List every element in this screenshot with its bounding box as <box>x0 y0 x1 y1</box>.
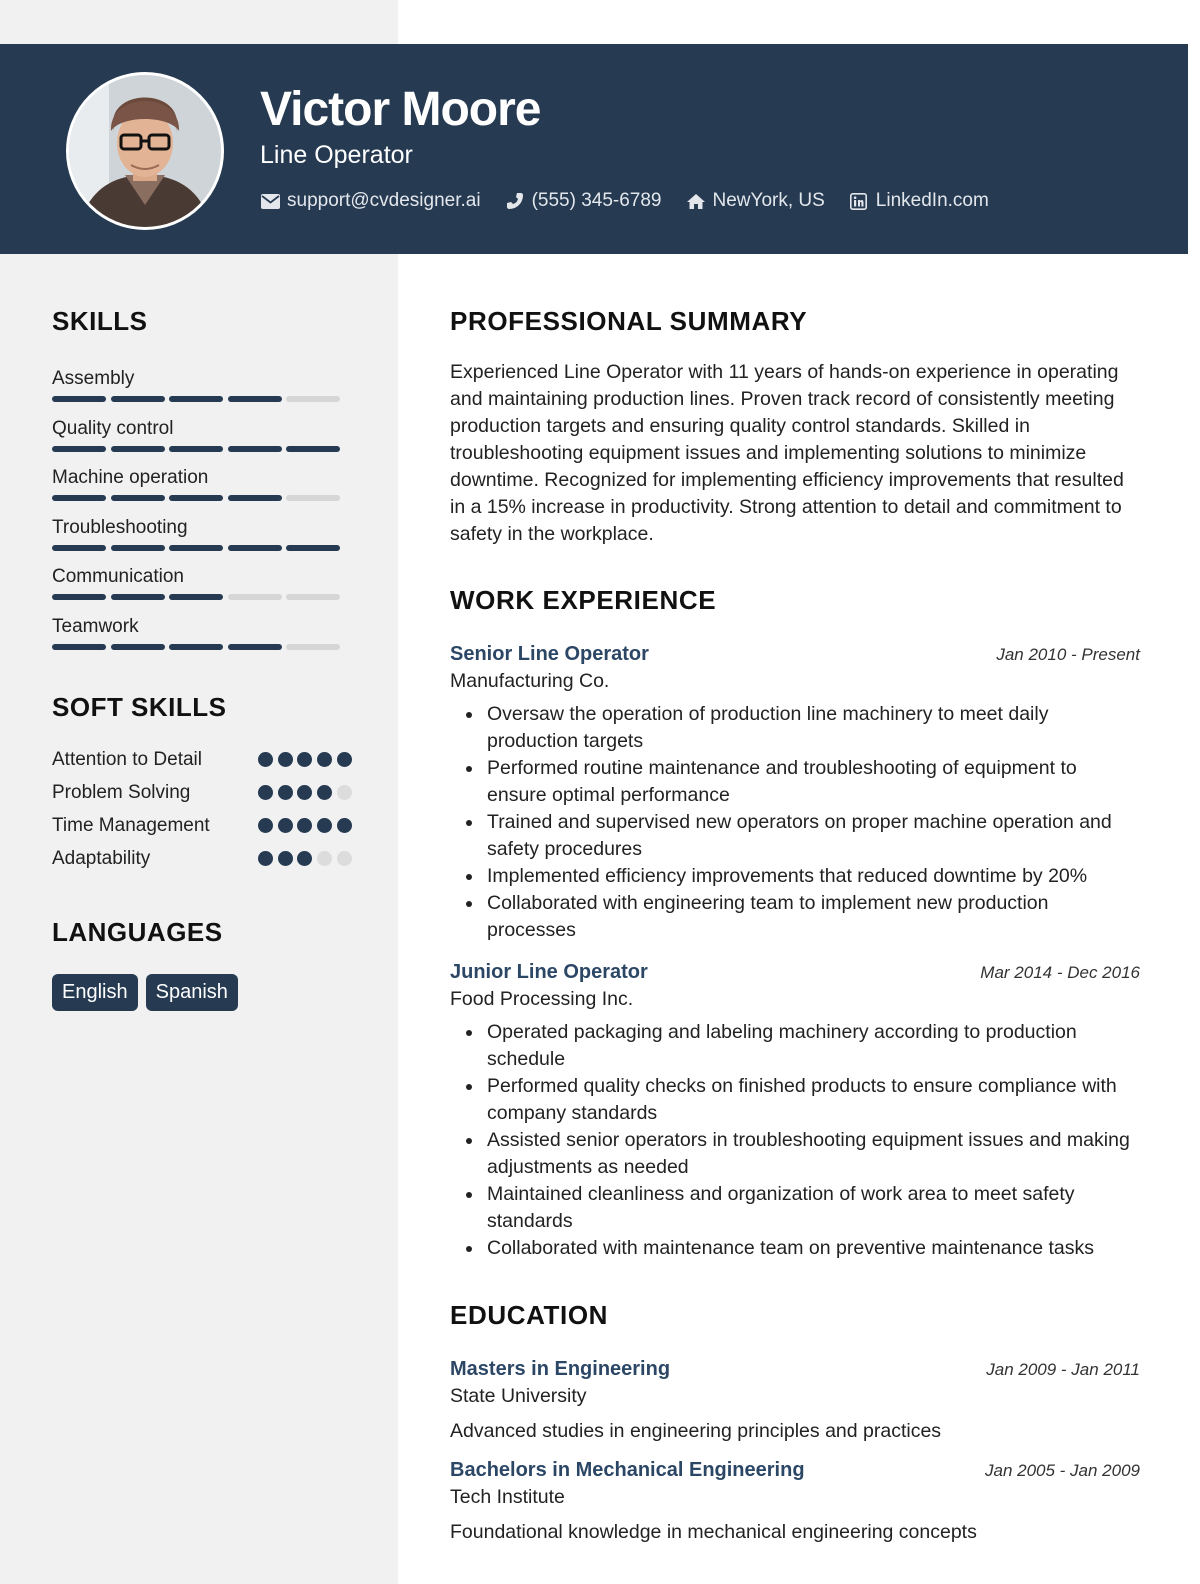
phone-icon <box>505 192 525 210</box>
education-header <box>450 1358 1140 1381</box>
rating-dot <box>278 818 293 833</box>
soft-skill-name: Problem Solving <box>52 782 191 803</box>
skill-level-segment <box>52 644 106 650</box>
contact-linkedin[interactable] <box>849 190 989 212</box>
skill-level-segment <box>52 396 106 402</box>
skill-item <box>52 412 352 462</box>
soft-skills-list <box>52 746 352 872</box>
skill-level-segment <box>52 545 106 551</box>
job-bullet: Implemented efficiency improvements that reduced downtime by 20% <box>487 863 1140 890</box>
job-dates: Mar 2014 - Dec 2016 <box>980 963 1140 982</box>
soft-skill-item <box>52 845 352 872</box>
rating-dot <box>317 851 332 866</box>
soft-skill-rating <box>253 812 352 833</box>
education-header <box>450 1459 1140 1482</box>
skill-level-segment <box>169 594 223 600</box>
skill-level-segment <box>169 495 223 501</box>
home-icon <box>686 192 706 210</box>
education-dates: Jan 2009 - Jan 2011 <box>986 1360 1140 1379</box>
job-bullet: Trained and supervised new operators on proper machine operation and safety procedures <box>487 809 1140 863</box>
languages-heading: LANGUAGES <box>52 917 223 947</box>
skill-item <box>52 610 352 660</box>
job-header <box>450 643 1140 666</box>
contact-linkedin-text: LinkedIn.com <box>875 190 989 211</box>
soft-skill-item <box>52 746 352 773</box>
skill-name: Troubleshooting <box>52 516 188 538</box>
skill-level-segment <box>52 594 106 600</box>
skill-level-segment <box>228 396 282 402</box>
soft-skills-heading: SOFT SKILLS <box>52 692 227 722</box>
skill-name: Machine operation <box>52 467 209 488</box>
rating-dot <box>258 752 273 767</box>
skill-level-segment <box>111 644 165 650</box>
skill-level-segment <box>228 495 282 501</box>
rating-dot <box>278 752 293 767</box>
job-bullet: Performed routine maintenance and troubleshooting of equipment to ensure optimal performance <box>487 755 1140 809</box>
rating-dot <box>258 851 273 866</box>
soft-skill-rating <box>253 779 352 800</box>
school-name: State University <box>450 1385 587 1407</box>
rating-dot <box>297 752 312 767</box>
rating-dot <box>297 851 312 866</box>
job-bullets <box>450 1019 1140 1262</box>
rating-dot <box>317 818 332 833</box>
experience-heading: WORK EXPERIENCE <box>450 585 717 615</box>
soft-skill-name: Adaptability <box>52 848 151 869</box>
skill-level-segment <box>52 446 106 452</box>
job-dates: Jan 2010 - Present <box>996 645 1140 664</box>
skill-level-segment <box>286 495 340 501</box>
contact-location-text: NewYork, US <box>712 190 825 211</box>
experience-list <box>450 643 1140 1262</box>
skill-level-segment <box>228 594 282 600</box>
rating-dot <box>258 785 273 800</box>
skill-level-segment <box>169 396 223 402</box>
skill-item <box>52 461 352 511</box>
contact-email-text: support@cvdesigner.ai <box>287 190 481 211</box>
skill-level-segment <box>286 594 340 600</box>
soft-skill-rating <box>253 845 352 866</box>
skill-level-segment <box>169 545 223 551</box>
skill-item <box>52 362 352 412</box>
education-dates: Jan 2005 - Jan 2009 <box>984 1461 1140 1480</box>
job-bullets <box>450 701 1140 944</box>
envelope-icon <box>260 192 280 210</box>
skill-level-segment <box>286 446 340 452</box>
contact-phone[interactable] <box>505 190 662 212</box>
rating-dot <box>317 785 332 800</box>
sidebar <box>52 306 352 1011</box>
skills-heading: SKILLS <box>52 306 148 336</box>
job-title: Senior Line Operator <box>450 643 649 665</box>
language-badge: Spanish <box>146 974 238 1011</box>
job-bullet: Collaborated with maintenance team on preventive maintenance tasks <box>487 1235 1140 1262</box>
job-bullet: Assisted senior operators in troubleshooting equipment issues and making adjustments as needed <box>487 1127 1140 1181</box>
rating-dot <box>337 752 352 767</box>
job-entry <box>450 961 1140 1262</box>
job-bullet: Performed quality checks on finished products to ensure compliance with company standards <box>487 1073 1140 1127</box>
job-bullet: Operated packaging and labeling machinery according to production schedule <box>487 1019 1140 1073</box>
soft-skill-item <box>52 779 352 806</box>
rating-dot <box>337 785 352 800</box>
rating-dot <box>337 851 352 866</box>
linkedin-icon <box>849 192 869 210</box>
skill-level-bar <box>52 446 352 452</box>
skill-level-segment <box>286 545 340 551</box>
candidate-name: Victor Moore <box>260 83 541 136</box>
skill-name: Teamwork <box>52 615 139 637</box>
rating-dot <box>337 818 352 833</box>
education-description: Advanced studies in engineering principles and practices <box>450 1420 942 1442</box>
school-name: Tech Institute <box>450 1486 565 1508</box>
skill-item <box>52 511 352 561</box>
header-banner <box>0 44 1188 254</box>
rating-dot <box>297 818 312 833</box>
skill-level-bar <box>52 644 352 650</box>
skills-list <box>52 362 352 659</box>
skill-level-segment <box>286 396 340 402</box>
job-header <box>450 961 1140 984</box>
skill-level-bar <box>52 545 352 551</box>
skill-level-segment <box>111 396 165 402</box>
job-bullet: Maintained cleanliness and organization of work area to meet safety standards <box>487 1181 1140 1235</box>
education-heading: EDUCATION <box>450 1300 609 1330</box>
skill-level-segment <box>169 446 223 452</box>
skill-level-bar <box>52 594 352 600</box>
skill-level-segment <box>228 446 282 452</box>
degree-title: Bachelors in Mechanical Engineering <box>450 1459 805 1481</box>
skill-name: Quality control <box>52 417 174 439</box>
language-badge: English <box>52 974 138 1011</box>
degree-title: Masters in Engineering <box>450 1358 671 1380</box>
rating-dot <box>317 752 332 767</box>
summary-text: Experienced Line Operator with 11 years of hands-on experience in operating and maintaining production lines. Proven track record of consistently meeting production targets and ensuring quality control standards. Skilled in troubleshooting equipment issues and implementing solutions to minimize downtime. Recognized for implementing efficiency improvements that resulted in a 15% increase in productivity. Strong attention to detail and commitment to safety in the workplace. <box>450 361 1124 545</box>
job-title: Junior Line Operator <box>450 961 648 983</box>
skill-level-segment <box>286 644 340 650</box>
rating-dot <box>297 785 312 800</box>
main-content <box>450 306 1140 1544</box>
company-name: Food Processing Inc. <box>450 988 634 1010</box>
summary-heading: PROFESSIONAL SUMMARY <box>450 306 808 336</box>
contact-phone-text: (555) 345-6789 <box>531 190 662 211</box>
skill-name: Communication <box>52 566 184 587</box>
rating-dot <box>278 785 293 800</box>
rating-dot <box>258 818 273 833</box>
languages-list <box>52 974 352 1011</box>
education-list <box>450 1358 1140 1544</box>
skill-name: Assembly <box>52 368 135 389</box>
soft-skill-name: Attention to Detail <box>52 749 202 770</box>
skill-level-segment <box>111 446 165 452</box>
education-entry <box>450 1358 1140 1443</box>
contact-location <box>686 190 825 212</box>
skill-level-segment <box>111 545 165 551</box>
avatar <box>66 72 224 230</box>
skill-level-segment <box>169 644 223 650</box>
education-description: Foundational knowledge in mechanical engineering concepts <box>450 1521 977 1543</box>
education-entry <box>450 1459 1140 1544</box>
job-bullet: Collaborated with engineering team to implement new production processes <box>487 890 1140 944</box>
candidate-title: Line Operator <box>260 141 413 169</box>
skill-level-segment <box>111 594 165 600</box>
skill-level-bar <box>52 396 352 402</box>
skill-level-segment <box>52 495 106 501</box>
skill-level-segment <box>228 545 282 551</box>
company-name: Manufacturing Co. <box>450 670 610 692</box>
rating-dot <box>278 851 293 866</box>
skill-level-bar <box>52 495 352 501</box>
skill-level-segment <box>111 495 165 501</box>
soft-skill-name: Time Management <box>52 815 210 836</box>
contact-bar <box>260 190 1013 212</box>
job-bullet: Oversaw the operation of production line machinery to meet daily production targets <box>487 701 1140 755</box>
skill-level-segment <box>228 644 282 650</box>
soft-skill-rating <box>253 746 352 767</box>
job-entry <box>450 643 1140 944</box>
soft-skill-item <box>52 812 352 839</box>
contact-email[interactable] <box>260 190 481 212</box>
skill-item <box>52 560 352 610</box>
